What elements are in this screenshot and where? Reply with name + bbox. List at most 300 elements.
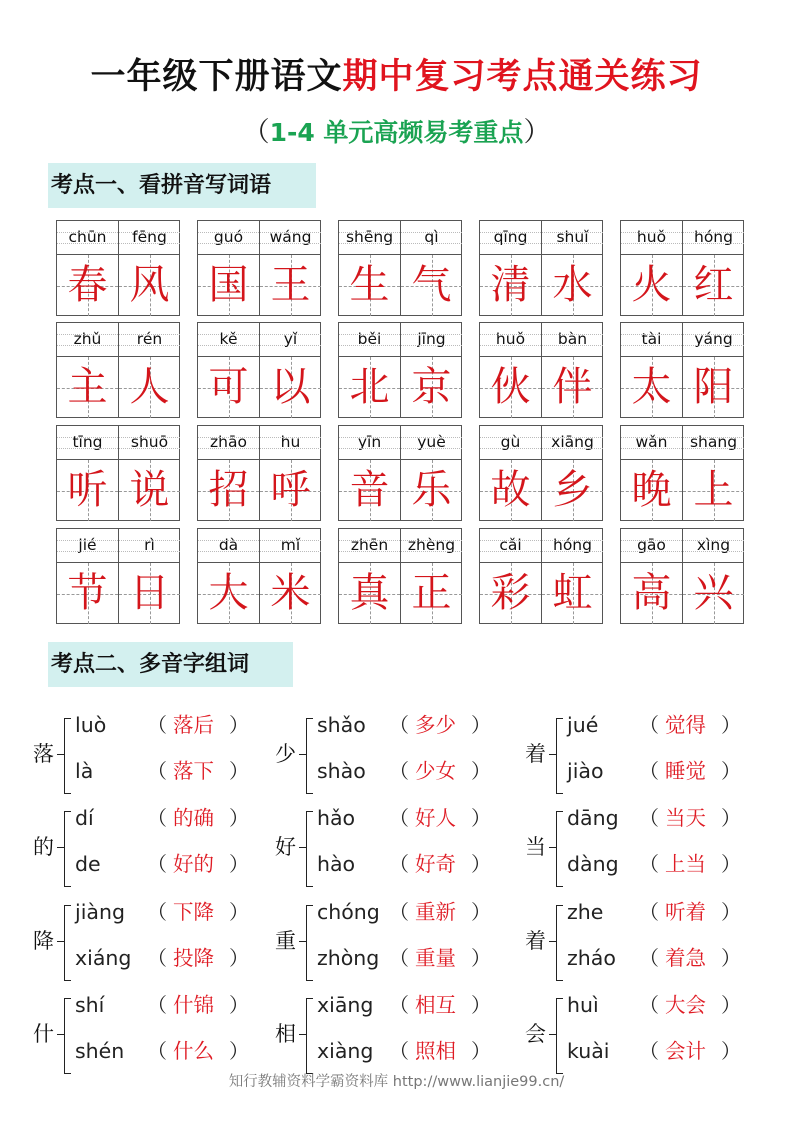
answer-character: 京 [411,364,452,410]
tianzige-cell [401,529,462,623]
left-paren: （ [147,759,167,783]
brace-bracket [64,718,71,794]
polyphone-group [275,897,491,989]
pinyin-label: běi [339,323,400,357]
answer-character: 乐 [411,467,452,513]
reading-row [317,849,491,879]
tianzige-cell [339,426,401,520]
tianzige-cell [401,426,462,520]
reading-pinyin: kuài [567,1039,610,1063]
answer-word: 落下 [173,759,214,783]
left-paren: （ [389,713,409,737]
reading-row [75,803,249,833]
left-paren: （ [389,759,409,783]
right-paren: ） [721,993,741,1017]
right-paren: ） [721,852,741,876]
left-paren: （ [389,1039,409,1063]
answer-word: 少女 [415,759,456,783]
reading-pinyin: jiào [567,759,604,783]
word-card [479,425,603,521]
character-box [401,563,462,624]
answer-character: 人 [129,364,170,410]
character-box [260,460,321,521]
pinyin-label: yáng [683,323,744,357]
answer-character: 听 [67,467,108,513]
section2-heading: 考点二、多音字组词 [48,642,293,687]
character-box [198,460,259,521]
pinyin-label: zhǔ [57,323,118,357]
reading-pinyin: dí [75,806,94,830]
polyphone-char: 落 [33,742,54,766]
answer-word: 什么 [173,1039,214,1063]
word-card [338,425,462,521]
character-box [57,357,118,418]
pinyin-label: yīn [339,426,400,460]
left-paren: （ [389,946,409,970]
pinyin-label: jié [57,529,118,563]
word-card [479,322,603,418]
answer-character: 真 [349,570,390,616]
answer-character: 红 [693,262,734,308]
character-box [480,255,541,316]
tianzige-cell [683,221,744,315]
reading-pinyin: shí [75,993,105,1017]
character-box [119,255,180,316]
answer-character: 阳 [693,364,734,410]
character-box [480,357,541,418]
reading-row [317,897,491,927]
tianzige-cell [683,323,744,417]
answer-character: 乡 [552,467,593,513]
pinyin-label: gù [480,426,541,460]
pinyin-label: qì [401,221,462,255]
polyphone-group [275,990,491,1082]
pinyin-label: wáng [260,221,321,255]
tianzige-cell [57,529,119,623]
left-paren: （ [639,759,659,783]
character-box [542,460,603,521]
word-card [197,220,321,316]
character-box [401,255,462,316]
pinyin-label: shuō [119,426,180,460]
answer-character: 兴 [693,570,734,616]
tianzige-cell [198,221,260,315]
word-card [620,220,744,316]
pinyin-label: wǎn [621,426,682,460]
answer-word: 照相 [415,1039,456,1063]
answer-word: 什锦 [173,993,214,1017]
polyphone-group [525,897,741,989]
character-box [542,563,603,624]
answer-character: 晚 [631,467,672,513]
word-card [620,322,744,418]
polyphone-group [275,803,491,895]
answer-character: 彩 [490,570,531,616]
pinyin-label: qīng [480,221,541,255]
character-box [621,460,682,521]
tianzige-cell [621,323,683,417]
left-paren: （ [147,1039,167,1063]
answer-character: 高 [631,570,672,616]
reading-row [75,849,249,879]
answer-word: 好的 [173,852,214,876]
character-box [339,357,400,418]
character-box [119,563,180,624]
character-box [683,563,744,624]
reading-row [317,1036,491,1066]
tianzige-cell [57,426,119,520]
answer-word: 会计 [665,1039,706,1063]
reading-row [567,990,741,1020]
right-paren: ） [471,806,491,830]
left-paren: （ [639,713,659,737]
character-box [339,255,400,316]
pinyin-label: bàn [542,323,603,357]
left-paren: （ [147,852,167,876]
polyphone-char: 重 [275,929,296,953]
polyphone-char: 少 [275,742,296,766]
subtitle-open-paren: （ [242,117,270,148]
reading-pinyin: shǎo [317,713,366,737]
right-paren: ） [471,900,491,924]
reading-pinyin: hào [317,852,356,876]
reading-pinyin: shén [75,1039,125,1063]
left-paren: （ [639,900,659,924]
left-paren: （ [639,1039,659,1063]
tianzige-cell [683,529,744,623]
character-box [621,255,682,316]
character-box [198,563,259,624]
tianzige-cell [198,323,260,417]
answer-character: 节 [67,570,108,616]
character-box [542,357,603,418]
answer-character: 大 [208,570,249,616]
word-card [338,220,462,316]
pinyin-label: jīng [401,323,462,357]
polyphone-char: 着 [525,742,546,766]
pinyin-label: hóng [542,529,603,563]
tianzige-cell [119,221,180,315]
answer-character: 音 [349,467,390,513]
left-paren: （ [639,806,659,830]
tianzige-cell [119,323,180,417]
reading-row [567,803,741,833]
character-box [339,460,400,521]
tianzige-cell [683,426,744,520]
pinyin-label: yǐ [260,323,321,357]
word-card [338,322,462,418]
answer-word: 下降 [173,900,214,924]
left-paren: （ [147,993,167,1017]
answer-character: 王 [270,262,311,308]
right-paren: ） [721,806,741,830]
character-box [198,255,259,316]
polyphone-group [33,803,249,895]
right-paren: ） [471,993,491,1017]
answer-character: 可 [208,364,249,410]
polyphone-char: 的 [33,835,54,859]
tianzige-cell [401,221,462,315]
answer-character: 北 [349,364,390,410]
left-paren: （ [147,946,167,970]
reading-pinyin: zhe [567,900,604,924]
reading-row [75,990,249,1020]
reading-row [567,1036,741,1066]
character-box [621,357,682,418]
tianzige-cell [57,221,119,315]
word-card [620,425,744,521]
left-paren: （ [639,993,659,1017]
character-box [480,563,541,624]
reading-pinyin: hǎo [317,806,356,830]
left-paren: （ [147,900,167,924]
left-paren: （ [389,852,409,876]
character-box [119,357,180,418]
pinyin-label: tīng [57,426,118,460]
reading-pinyin: jiàng [75,900,125,924]
left-paren: （ [147,806,167,830]
word-card [197,322,321,418]
answer-character: 火 [631,262,672,308]
answer-word: 睡觉 [665,759,706,783]
subtitle-close-paren: ） [523,117,551,148]
word-card [56,322,180,418]
pinyin-label: tài [621,323,682,357]
reading-row [75,756,249,786]
word-card [338,528,462,624]
polyphone-group [275,710,491,802]
reading-row [317,990,491,1020]
pinyin-label: shēng [339,221,400,255]
right-paren: ） [229,900,249,924]
character-box [480,460,541,521]
brace-bracket [306,718,313,794]
reading-row [567,756,741,786]
answer-character: 清 [490,262,531,308]
answer-character: 主 [67,364,108,410]
character-box [683,460,744,521]
pinyin-label: dà [198,529,259,563]
pinyin-label: yuè [401,426,462,460]
pinyin-label: gāo [621,529,682,563]
right-paren: ） [721,1039,741,1063]
polyphone-group [33,897,249,989]
pinyin-label: hóng [683,221,744,255]
right-paren: ） [721,759,741,783]
word-card [56,528,180,624]
character-box [260,255,321,316]
right-paren: ） [229,806,249,830]
right-paren: ） [471,946,491,970]
answer-character: 水 [552,262,593,308]
tianzige-cell [480,221,542,315]
tianzige-cell [119,426,180,520]
pinyin-label: shuǐ [542,221,603,255]
page-title [0,54,793,100]
tianzige-cell [339,221,401,315]
word-card [479,528,603,624]
right-paren: ） [229,1039,249,1063]
answer-word: 听着 [665,900,706,924]
reading-row [75,897,249,927]
answer-word: 着急 [665,946,706,970]
left-paren: （ [639,946,659,970]
page-subtitle [0,116,793,150]
answer-character: 正 [411,570,452,616]
word-card [479,220,603,316]
reading-row [567,943,741,973]
right-paren: ） [229,759,249,783]
reading-row [75,1036,249,1066]
answer-word: 好奇 [415,852,456,876]
brace-bracket [306,811,313,887]
character-box [198,357,259,418]
tianzige-cell [542,323,603,417]
polyphone-group [33,710,249,802]
reading-row [317,943,491,973]
right-paren: ） [471,852,491,876]
pinyin-label: xiāng [542,426,603,460]
word-card [56,425,180,521]
character-box [119,460,180,521]
character-box [57,563,118,624]
right-paren: ） [721,946,741,970]
tianzige-cell [119,529,180,623]
reading-pinyin: chóng [317,900,380,924]
pinyin-label: mǐ [260,529,321,563]
character-box [683,357,744,418]
brace-bracket [556,905,563,981]
tianzige-cell [260,426,321,520]
answer-character: 风 [129,262,170,308]
reading-row [567,897,741,927]
tianzige-cell [198,426,260,520]
answer-character: 说 [129,467,170,513]
brace-bracket [64,998,71,1074]
reading-row [317,803,491,833]
answer-word: 落后 [173,713,214,737]
right-paren: ） [229,852,249,876]
answer-character: 伙 [490,364,531,410]
polyphone-char: 着 [525,929,546,953]
brace-bracket [556,998,563,1074]
brace-bracket [306,905,313,981]
polyphone-char: 会 [525,1022,546,1046]
character-box [401,357,462,418]
tianzige-cell [57,323,119,417]
pinyin-label: fēng [119,221,180,255]
brace-bracket [556,718,563,794]
left-paren: （ [389,806,409,830]
answer-word: 多少 [415,713,456,737]
word-card [56,220,180,316]
reading-pinyin: xiáng [75,946,132,970]
answer-character: 招 [208,467,249,513]
reading-pinyin: luò [75,713,107,737]
tianzige-cell [401,323,462,417]
reading-pinyin: xiāng [317,993,374,1017]
answer-word: 觉得 [665,713,706,737]
reading-pinyin: xiàng [317,1039,374,1063]
answer-character: 国 [208,262,249,308]
pinyin-label: shang [683,426,744,460]
pinyin-label: rì [119,529,180,563]
reading-pinyin: jué [567,713,599,737]
answer-character: 生 [349,262,390,308]
answer-character: 米 [270,570,311,616]
reading-row [75,710,249,740]
word-card [197,528,321,624]
character-box [401,460,462,521]
answer-word: 重新 [415,900,456,924]
pinyin-label: hu [260,426,321,460]
right-paren: ） [721,900,741,924]
answer-character: 春 [67,262,108,308]
pinyin-label: rén [119,323,180,357]
tianzige-cell [542,426,603,520]
character-box [683,255,744,316]
pinyin-label: huǒ [621,221,682,255]
reading-row [317,710,491,740]
pinyin-label: huǒ [480,323,541,357]
answer-word: 大会 [665,993,706,1017]
pinyin-label: zhèng [401,529,462,563]
answer-character: 上 [693,467,734,513]
tianzige-cell [542,529,603,623]
answer-word: 上当 [665,852,706,876]
left-paren: （ [389,900,409,924]
tianzige-cell [621,529,683,623]
word-card [620,528,744,624]
word-card [197,425,321,521]
polyphone-group [525,710,741,802]
reading-pinyin: huì [567,993,599,1017]
left-paren: （ [389,993,409,1017]
answer-word: 好人 [415,806,456,830]
right-paren: ） [471,713,491,737]
answer-word: 重量 [415,946,456,970]
character-box [260,563,321,624]
answer-character: 以 [270,364,311,410]
left-paren: （ [147,713,167,737]
answer-character: 呼 [270,467,311,513]
polyphone-group [525,990,741,1082]
title-red: 期中复习考点通关练习 [342,57,703,97]
tianzige-cell [260,529,321,623]
right-paren: ） [471,759,491,783]
tianzige-cell [480,323,542,417]
brace-bracket [64,811,71,887]
pinyin-label: kě [198,323,259,357]
reading-pinyin: de [75,852,101,876]
right-paren: ） [721,713,741,737]
reading-row [567,710,741,740]
tianzige-cell [621,426,683,520]
reading-pinyin: dāng [567,806,619,830]
character-box [542,255,603,316]
reading-pinyin: zhòng [317,946,380,970]
answer-character: 日 [129,570,170,616]
answer-word: 投降 [173,946,214,970]
tianzige-cell [260,221,321,315]
pinyin-label: xìng [683,529,744,563]
subtitle-text: 1-4 单元高频易考重点 [269,118,524,147]
right-paren: ） [229,946,249,970]
reading-pinyin: là [75,759,94,783]
character-box [339,563,400,624]
right-paren: ） [471,1039,491,1063]
tianzige-cell [480,529,542,623]
